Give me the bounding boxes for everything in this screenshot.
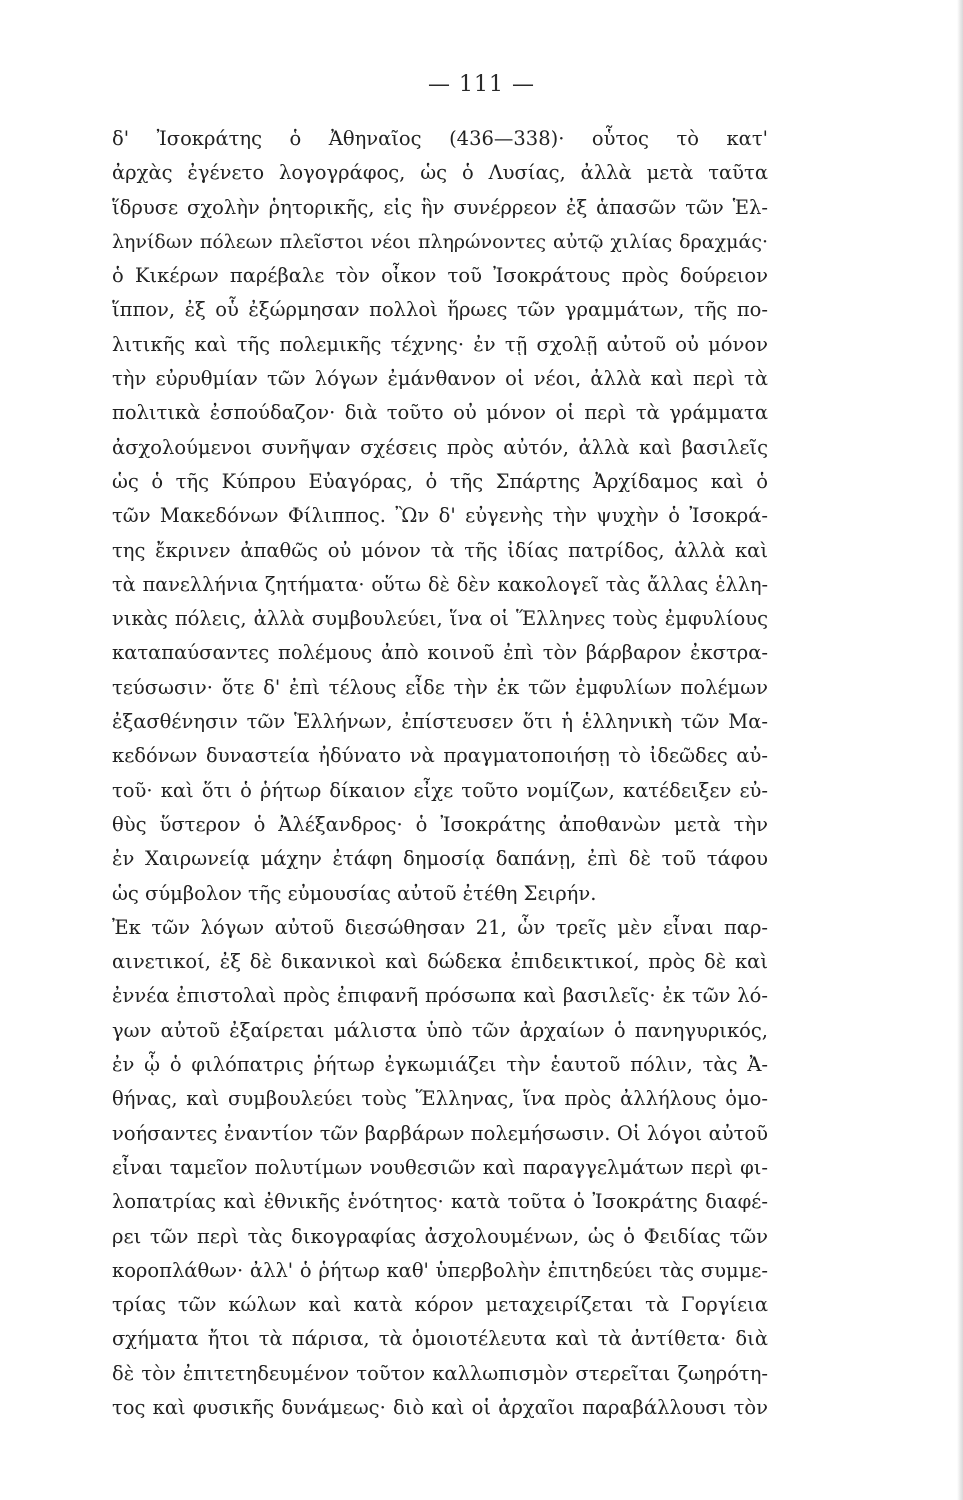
text-line: κοροπλάθων· ἀλλ' ὁ ῥήτωρ καθ' ὑπερβολὴν ἐπιτηδεύει τὰς συμμε- — [112, 1258, 768, 1282]
text-line: Ἐκ τῶν λόγων αὐτοῦ διεσώθησαν 21, ὧν τρεῖς μὲν εἶναι παρ- — [112, 915, 768, 939]
text-line: λιτικῆς καὶ τῆς πολεμικῆς τέχνης· ἐν τῇ σχολῇ αὐτοῦ οὐ μόνον — [112, 332, 768, 356]
text-line: τος καὶ φυσικῆς δυνάμεως· διὸ καὶ οἱ ἀρχαῖοι παραβάλλουσι τὸν — [112, 1395, 768, 1419]
text-line: δ' Ἰσοκράτης ὁ Ἀθηναῖος (436—338)· οὗτος τὸ κατ' — [112, 127, 768, 150]
text-line: ἀσχολούμενοι συνῆψαν σχέσεις πρὸς αὐτόν, ἀλλὰ καὶ βασιλεῖς — [112, 435, 768, 459]
body-text — [112, 122, 768, 1425]
text-line: λοπατρίας καὶ ἐθνικῆς ἑνότητος· κατὰ τοῦτα ὁ Ἰσοκράτης διαφέ- — [112, 1190, 768, 1214]
text-line: αινετικοί, ἐξ δὲ δικανικοὶ καὶ δώδεκα ἐπιδεικτικοί, πρὸς δὲ καὶ — [112, 950, 768, 974]
text-line: πολιτικὰ ἐσπούδαζον· διὰ τοῦτο οὐ μόνον οἱ περὶ τὰ γράμματα — [112, 401, 768, 425]
text-line: δὲ τὸν ἐπιτετηδευμένον τοῦτον καλλωπισμὸν στερεῖται ζωηρότη- — [112, 1361, 768, 1385]
text-line: εἶναι ταμεῖον πολυτίμων νουθεσιῶν καὶ παραγγελμάτων περὶ φι- — [112, 1155, 768, 1179]
text-line: ἀρχὰς ἐγένετο λογογράφος, ὡς ὁ Λυσίας, ἀλλὰ μετὰ ταῦτα — [112, 161, 768, 185]
text-line: νοήσαντες ἐναντίον τῶν βαρβάρων πολεμήσωσιν. Οἱ λόγοι αὐτοῦ — [112, 1121, 768, 1145]
text-line: ἐξασθένησιν τῶν Ἑλλήνων, ἐπίστευσεν ὅτι ἡ ἑλληνικὴ τῶν Μα- — [112, 710, 768, 734]
text-line: ἐννέα ἐπιστολαὶ πρὸς ἐπιφανῆ πρόσωπα καὶ βασιλεῖς· ἐκ τῶν λό- — [112, 984, 768, 1008]
text-line: τὴν εὐρυθμίαν τῶν λόγων ἐμάνθανον οἱ νέοι, ἀλλὰ καὶ περὶ τὰ — [112, 367, 768, 391]
text-line: ρει τῶν περὶ τὰς δικογραφίας ἀσχολουμένων, ὡς ὁ Φειδίας τῶν — [112, 1224, 768, 1248]
text-line: σχήματα ἤτοι τὰ πάρισα, τὰ ὁμοιοτέλευτα καὶ τὰ ἀντίθετα· διὰ — [112, 1327, 768, 1351]
text-line: θήνας, καὶ συμβουλεύει τοὺς Ἕλληνας, ἵνα πρὸς ἀλλήλους ὁμο- — [112, 1087, 768, 1111]
text-line: ἐν Χαιρωνείᾳ μάχην ἐτάφη δημοσίᾳ δαπάνῃ, ἐπὶ δὲ τοῦ τάφου — [112, 847, 768, 871]
text-line: καταπαύσαντες πολέμους ἀπὸ κοινοῦ ἐπὶ τὸν βάρβαρον ἐκστρα- — [112, 641, 768, 665]
text-line: ὡς ὁ τῆς Κύπρου Εὐαγόρας, ὁ τῆς Σπάρτης Ἀρχίδαμος καὶ ὁ — [112, 469, 768, 493]
text-line: τεύσωσιν· ὅτε δ' ἐπὶ τέλους εἶδε τὴν ἐκ τῶν ἐμφυλίων πολέμων — [112, 675, 768, 699]
text-line: τοῦ· καὶ ὅτι ὁ ῥήτωρ δίκαιον εἶχε τοῦτο νομίζων, κατέδειξεν εὐ- — [112, 778, 768, 802]
text-line: τρίας τῶν κώλων καὶ κατὰ κόρον μεταχειρίζεται τὰ Γοργίεια — [112, 1293, 768, 1317]
scan-edge — [957, 0, 963, 1500]
text-line: θὺς ὕστερον ὁ Ἀλέξανδρος· ὁ Ἰσοκράτης ἀποθανὼν μετὰ τὴν — [112, 812, 768, 836]
text-line: ἵδρυσε σχολὴν ῥητορικῆς, εἰς ἣν συνέρρεον ἐξ ἁπασῶν τῶν Ἑλ- — [112, 195, 768, 219]
text-line: ληνίδων πόλεων πλεῖστοι νέοι πληρώνοντες αὐτῷ χιλίας δραχμάς· — [112, 230, 768, 253]
text-line: τῶν Μακεδόνων Φίλιππος. Ὢν δ' εὐγενὴς τὴν ψυχὴν ὁ Ἰσοκρά- — [112, 504, 768, 528]
text-line: κεδόνων δυναστεία ἠδύνατο νὰ πραγματοποιήσῃ τὸ ἰδεῶδες αὐ- — [112, 744, 768, 768]
text-line: νικὰς πόλεις, ἀλλὰ συμβουλεύει, ἵνα οἱ Ἕλληνες τοὺς ἐμφυλίους — [112, 607, 768, 631]
text-line: ὁ Κικέρων παρέβαλε τὸν οἶκον τοῦ Ἰσοκράτους πρὸς δούρειον — [112, 264, 768, 288]
page-number: — 111 — — [428, 72, 535, 97]
text-line: ὡς σύμβολον τῆς εὐμουσίας αὐτοῦ ἐτέθη Σειρήν. — [112, 881, 597, 905]
text-line: τὰ πανελλήνια ζητήματα· οὕτω δὲ δὲν κακολογεῖ τὰς ἄλλας ἑλλη- — [112, 572, 768, 596]
text-line: ἵππον, ἐξ οὗ ἐξώρμησαν πολλοὶ ἥρωες τῶν γραμμάτων, τῆς πο- — [112, 298, 768, 322]
text-line: ἐν ᾧ ὁ φιλόπατρις ῥήτωρ ἐγκωμιάζει τὴν ἑαυτοῦ πόλιν, τὰς Ἀ- — [112, 1053, 768, 1077]
text-line: γων αὐτοῦ ἐξαίρεται μάλιστα ὑπὸ τῶν ἀρχαίων ὁ πανηγυρικός, — [112, 1018, 768, 1042]
text-line: της ἔκρινεν ἀπαθῶς οὐ μόνον τὰ τῆς ἰδίας πατρίδος, ἀλλὰ καὶ — [112, 538, 768, 562]
